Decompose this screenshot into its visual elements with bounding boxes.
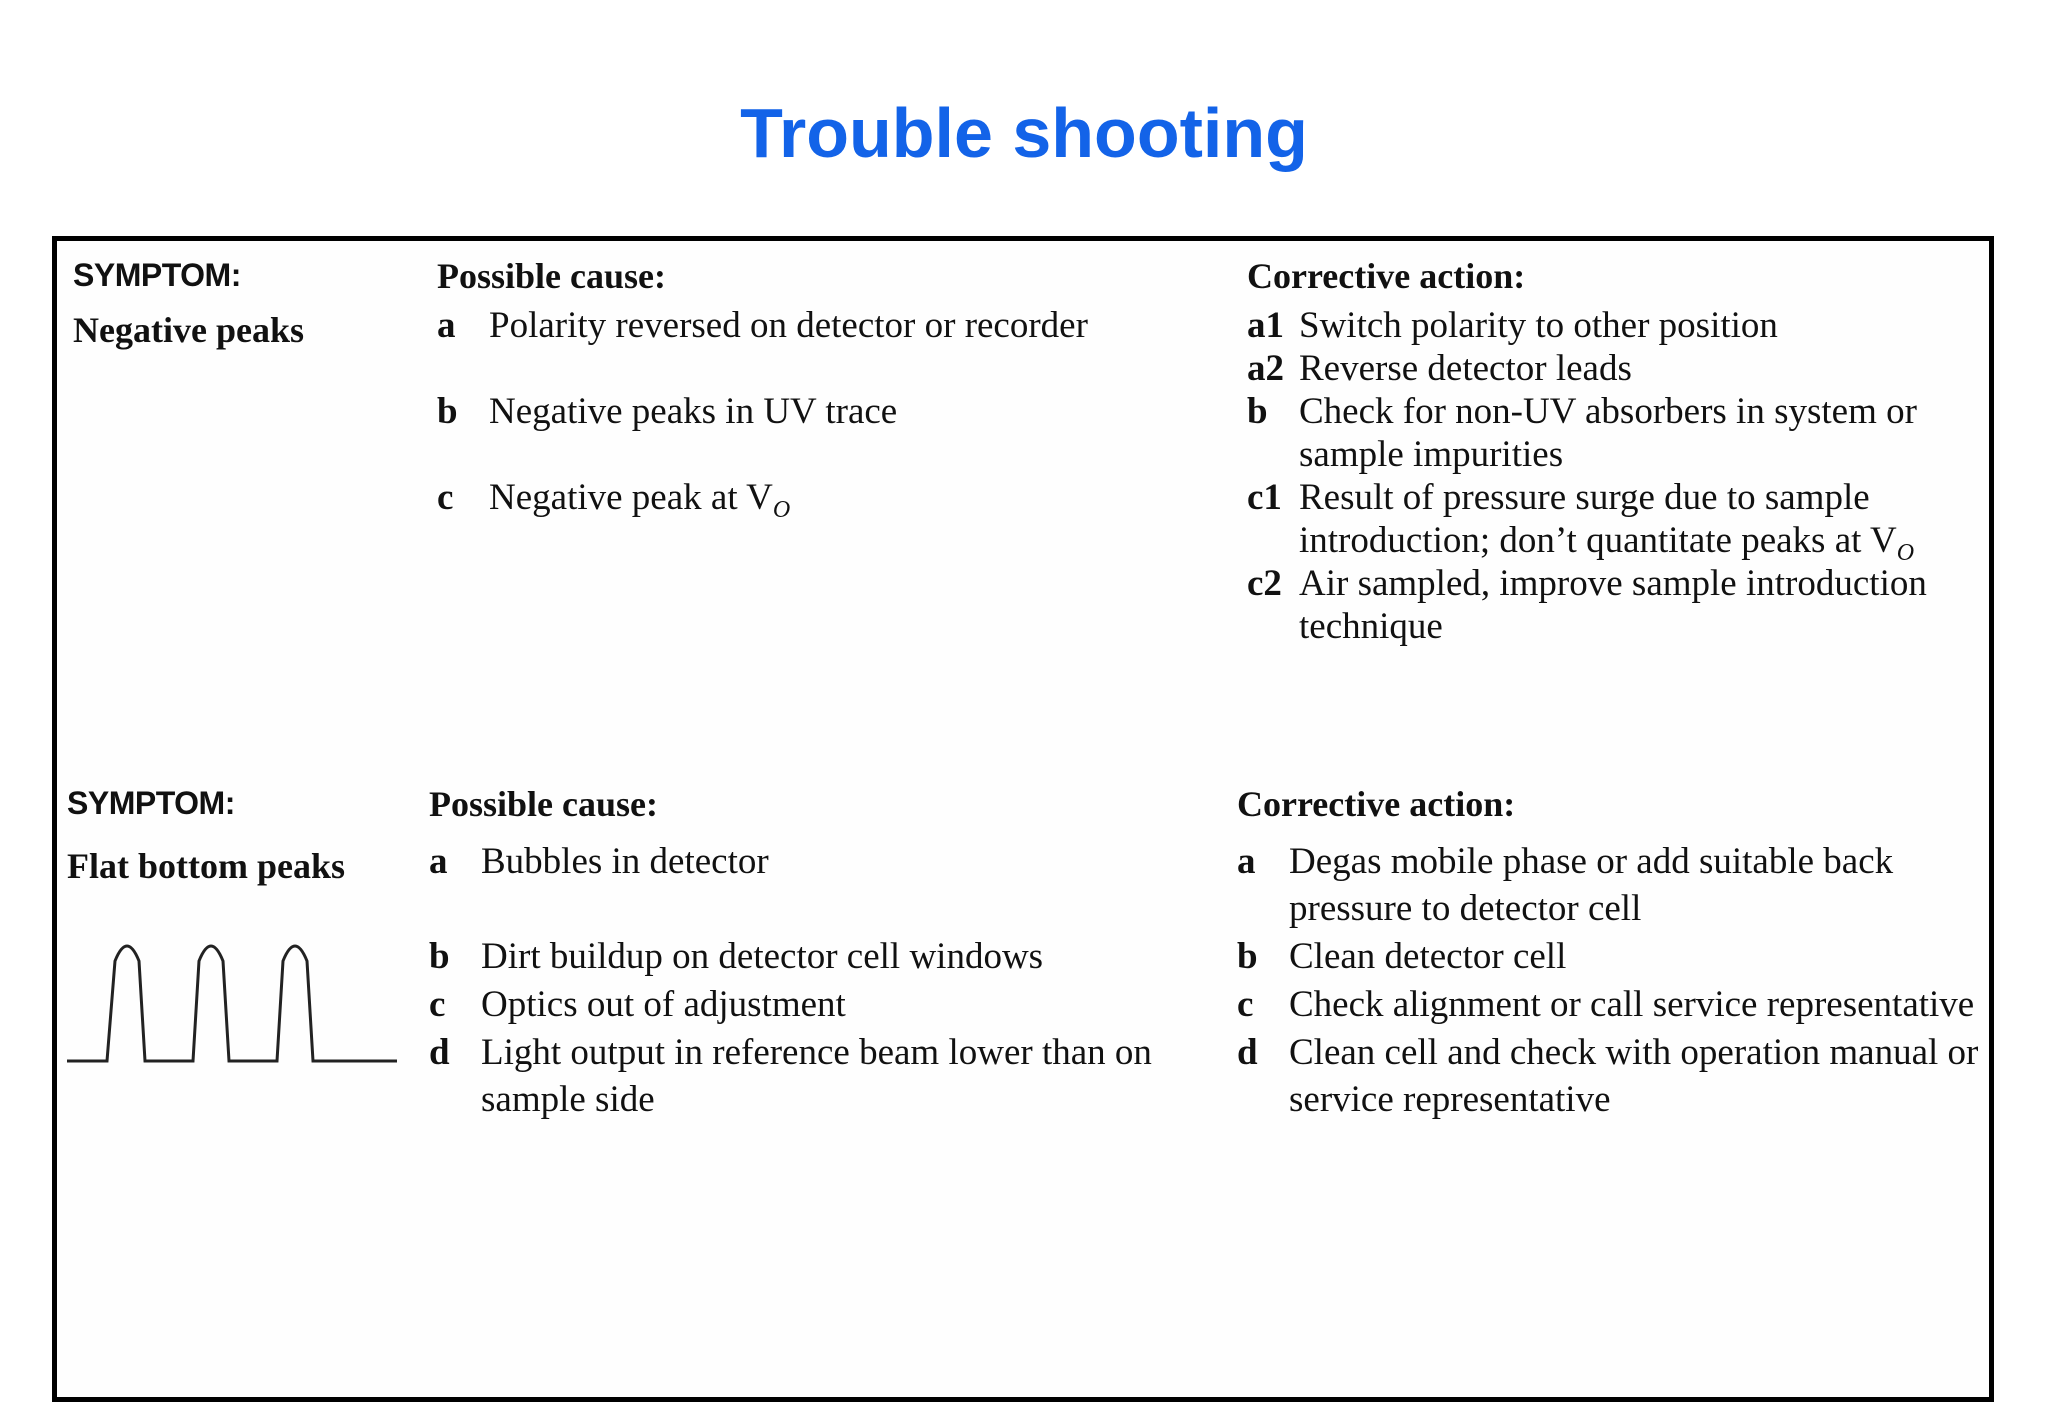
page-title: Trouble shooting [740, 94, 1308, 172]
symptom-heading: SYMPTOM: [73, 257, 241, 293]
cause-text: sample side [481, 1079, 655, 1120]
action-heading: Corrective action: [1237, 784, 1516, 824]
action-text: sample impurities [1299, 434, 1564, 475]
cause-label: a [437, 305, 456, 346]
cause-text: Optics out of adjustment [481, 984, 846, 1025]
action-text: Clean cell and check with operation manual or [1289, 1032, 1979, 1073]
cause-label: c [437, 477, 454, 518]
action-heading: Corrective action: [1247, 256, 1526, 296]
cause-label: b [429, 936, 450, 977]
cause-text: Light output in reference beam lower than on [481, 1032, 1152, 1073]
cause-heading: Possible cause: [429, 784, 658, 824]
cause-text: Bubbles in detector [481, 841, 769, 882]
action-text: technique [1299, 606, 1443, 647]
action-label: a2 [1247, 348, 1284, 389]
cause-label: a [429, 841, 448, 882]
cause-text: Negative peak at V [489, 477, 773, 518]
subscript: O [1896, 540, 1915, 566]
action-label: a1 [1247, 305, 1284, 346]
action-text: Switch polarity to other position [1299, 305, 1778, 346]
subscript: O [772, 497, 791, 523]
symptom-name: Flat bottom peaks [67, 846, 345, 886]
cause-label: c [429, 984, 446, 1025]
action-label: c1 [1247, 477, 1282, 518]
symptom-heading: SYMPTOM: [67, 785, 235, 821]
action-text: Check for non-UV absorbers in system or [1299, 391, 1917, 432]
action-text: Result of pressure surge due to sample [1299, 477, 1870, 518]
action-text: Degas mobile phase or add suitable back [1289, 841, 1894, 882]
troubleshooting-table [52, 236, 1994, 1402]
cause-text: Dirt buildup on detector cell windows [481, 936, 1044, 977]
action-text: Clean detector cell [1289, 936, 1567, 977]
cause-label: d [429, 1032, 450, 1073]
action-text: introduction; don’t quantitate peaks at V [1299, 520, 1897, 561]
action-text: service representative [1289, 1079, 1611, 1120]
action-text: pressure to detector cell [1289, 888, 1642, 929]
action-label: a [1237, 841, 1256, 882]
action-text: Air sampled, improve sample introduction [1299, 563, 1927, 604]
symptom-name: Negative peaks [73, 310, 304, 350]
action-label: c2 [1247, 563, 1282, 604]
action-label: d [1237, 1032, 1258, 1073]
action-label: c [1237, 984, 1254, 1025]
cause-heading: Possible cause: [437, 256, 666, 296]
action-label: b [1247, 391, 1268, 432]
action-text: Reverse detector leads [1299, 348, 1632, 389]
flat-bottom-peaks-icon [63, 931, 403, 1076]
cause-text: Negative peaks in UV trace [489, 391, 898, 432]
action-label: b [1237, 936, 1258, 977]
action-text: Check alignment or call service representative [1289, 984, 1975, 1025]
cause-label: b [437, 391, 458, 432]
cause-text: Polarity reversed on detector or recorder [489, 305, 1088, 346]
